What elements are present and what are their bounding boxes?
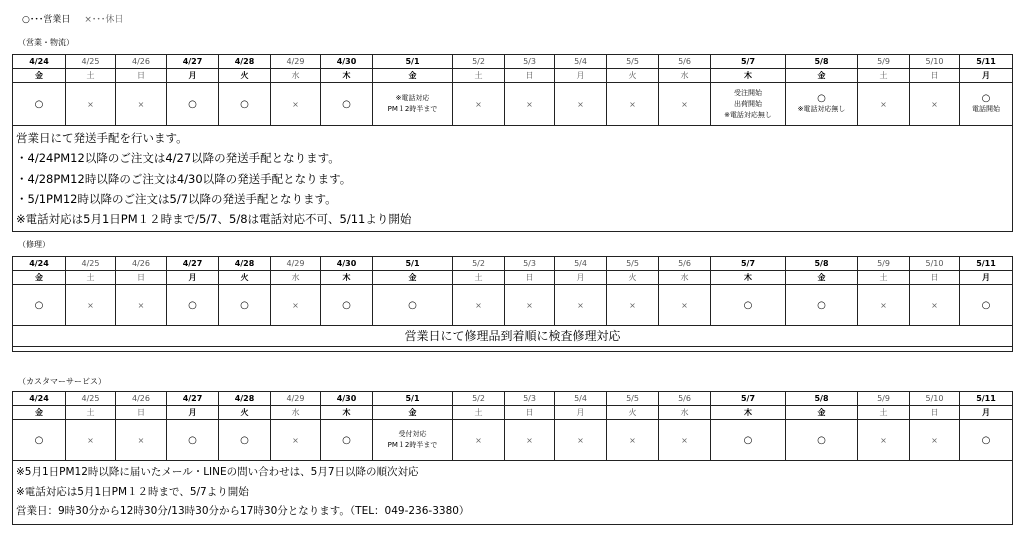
weekday-cell: 土 bbox=[453, 69, 505, 83]
date-cell: 5/9 bbox=[858, 257, 910, 271]
date-cell: 5/10 bbox=[910, 392, 960, 406]
open-mark: ○ bbox=[167, 420, 219, 461]
date-cell: 5/11 bbox=[960, 392, 1013, 406]
weekday-cell: 火 bbox=[607, 69, 659, 83]
closed-mark: × bbox=[910, 83, 960, 126]
date-cell: 5/6 bbox=[659, 257, 711, 271]
weekday-cell: 月 bbox=[167, 271, 219, 285]
weekday-cell: 木 bbox=[711, 69, 786, 83]
date-row bbox=[13, 257, 1013, 271]
weekday-cell: 日 bbox=[116, 406, 167, 420]
status-row bbox=[13, 83, 1013, 126]
date-cell: 5/1 bbox=[373, 392, 453, 406]
weekday-cell: 木 bbox=[321, 271, 373, 285]
weekday-cell: 水 bbox=[271, 406, 321, 420]
weekday-cell: 土 bbox=[453, 271, 505, 285]
weekday-cell: 水 bbox=[659, 69, 711, 83]
weekday-cell: 金 bbox=[786, 406, 858, 420]
date-cell: 4/25 bbox=[66, 257, 116, 271]
open-mark: ○ bbox=[321, 420, 373, 461]
weekday-cell: 木 bbox=[321, 69, 373, 83]
note-line: ・5/1PM12時以降のご注文は5/7以降の発送手配となります。 bbox=[16, 191, 337, 206]
status-note-line: 出荷開始 bbox=[734, 99, 762, 108]
date-cell: 4/29 bbox=[271, 392, 321, 406]
weekday-cell: 金 bbox=[786, 271, 858, 285]
date-cell: 4/30 bbox=[321, 257, 373, 271]
status-note-line: PM１2時半まで bbox=[387, 105, 438, 113]
date-cell: 4/29 bbox=[271, 257, 321, 271]
date-cell: 4/27 bbox=[167, 55, 219, 69]
weekday-cell: 火 bbox=[219, 271, 271, 285]
status-note-line: ※電話対応無し bbox=[724, 110, 772, 119]
date-cell: 5/2 bbox=[453, 392, 505, 406]
notes-cell bbox=[13, 326, 1013, 347]
weekday-cell: 火 bbox=[219, 406, 271, 420]
weekday-cell: 月 bbox=[555, 271, 607, 285]
closed-mark: × bbox=[453, 83, 505, 126]
open-mark: ○ bbox=[786, 420, 858, 461]
status-row bbox=[13, 285, 1013, 326]
closed-mark: × bbox=[555, 83, 607, 126]
weekday-cell: 木 bbox=[711, 271, 786, 285]
note-line: 営業日にて発送手配を行います。 bbox=[16, 131, 188, 145]
date-row bbox=[13, 55, 1013, 69]
date-cell: 5/3 bbox=[505, 392, 555, 406]
date-cell: 5/11 bbox=[960, 55, 1013, 69]
weekday-cell: 土 bbox=[66, 69, 116, 83]
date-cell: 5/10 bbox=[910, 257, 960, 271]
closed-mark: × bbox=[659, 285, 711, 326]
status-note-line: ※電話対応無し bbox=[797, 105, 846, 113]
weekday-cell: 土 bbox=[66, 406, 116, 420]
weekday-cell: 月 bbox=[167, 69, 219, 83]
customer-service-schedule-table bbox=[12, 391, 1013, 525]
open-mark: ○ bbox=[711, 285, 786, 326]
notes-row bbox=[13, 326, 1013, 347]
date-cell: 5/8 bbox=[786, 392, 858, 406]
date-cell: 4/26 bbox=[116, 392, 167, 406]
open-mark: ○ bbox=[960, 285, 1013, 326]
date-cell: 5/2 bbox=[453, 55, 505, 69]
date-cell: 4/26 bbox=[116, 55, 167, 69]
legend-open: ○･･･営業日 bbox=[22, 15, 71, 25]
weekday-cell: 水 bbox=[659, 271, 711, 285]
notes-cell bbox=[13, 461, 1013, 525]
weekday-cell: 金 bbox=[373, 69, 453, 83]
section-label-sales: （営業・物流） bbox=[18, 38, 74, 47]
weekday-cell: 日 bbox=[505, 271, 555, 285]
closed-mark: × bbox=[858, 285, 910, 326]
date-cell: 5/6 bbox=[659, 392, 711, 406]
closed-mark: × bbox=[453, 285, 505, 326]
status-note-cell bbox=[373, 83, 453, 126]
weekday-cell: 土 bbox=[858, 406, 910, 420]
weekday-cell: 金 bbox=[373, 406, 453, 420]
closed-mark: × bbox=[505, 83, 555, 126]
open-mark: ○ bbox=[13, 83, 66, 126]
open-mark: ○ bbox=[219, 420, 271, 461]
status-note-line: ○ bbox=[817, 93, 826, 104]
open-mark: ○ bbox=[13, 420, 66, 461]
date-cell: 5/8 bbox=[786, 257, 858, 271]
closed-mark: × bbox=[659, 83, 711, 126]
weekday-cell: 月 bbox=[960, 406, 1013, 420]
weekday-row bbox=[13, 271, 1013, 285]
date-cell: 4/29 bbox=[271, 55, 321, 69]
closed-mark: × bbox=[271, 83, 321, 126]
date-cell: 5/4 bbox=[555, 257, 607, 271]
note-line: ※電話対応は5月1日PM１２時まで/5/7、5/8は電話対応不可、5/11より開始 bbox=[16, 212, 412, 227]
legend-closed: ×･･･休日 bbox=[84, 15, 124, 25]
weekday-cell: 月 bbox=[167, 406, 219, 420]
weekday-cell: 水 bbox=[271, 271, 321, 285]
weekday-cell: 金 bbox=[13, 271, 66, 285]
date-row bbox=[13, 392, 1013, 406]
spacer-cell bbox=[13, 347, 1013, 352]
weekday-cell: 月 bbox=[555, 69, 607, 83]
date-cell: 5/7 bbox=[711, 257, 786, 271]
closed-mark: × bbox=[66, 285, 116, 326]
weekday-row bbox=[13, 406, 1013, 420]
closed-mark: × bbox=[555, 420, 607, 461]
repair-schedule-table bbox=[12, 256, 1013, 352]
weekday-cell: 水 bbox=[271, 69, 321, 83]
spacer-row bbox=[13, 347, 1013, 352]
date-cell: 4/28 bbox=[219, 55, 271, 69]
date-cell: 5/7 bbox=[711, 392, 786, 406]
closed-mark: × bbox=[271, 285, 321, 326]
status-note-cell bbox=[960, 83, 1013, 126]
open-mark: ○ bbox=[13, 285, 66, 326]
closed-mark: × bbox=[659, 420, 711, 461]
closed-mark: × bbox=[607, 285, 659, 326]
closed-mark: × bbox=[910, 420, 960, 461]
legend bbox=[22, 12, 123, 25]
weekday-cell: 火 bbox=[607, 406, 659, 420]
date-cell: 5/6 bbox=[659, 55, 711, 69]
weekday-cell: 金 bbox=[13, 406, 66, 420]
date-cell: 4/28 bbox=[219, 392, 271, 406]
closed-mark: × bbox=[555, 285, 607, 326]
closed-mark: × bbox=[505, 285, 555, 326]
closed-mark: × bbox=[858, 83, 910, 126]
weekday-cell: 土 bbox=[453, 406, 505, 420]
date-cell: 5/4 bbox=[555, 392, 607, 406]
status-note-line: ※電話対応 bbox=[395, 94, 430, 102]
date-cell: 5/11 bbox=[960, 257, 1013, 271]
weekday-cell: 水 bbox=[659, 406, 711, 420]
weekday-cell: 日 bbox=[910, 406, 960, 420]
open-mark: ○ bbox=[373, 285, 453, 326]
closed-mark: × bbox=[116, 83, 167, 126]
open-mark: ○ bbox=[321, 83, 373, 126]
date-cell: 4/28 bbox=[219, 257, 271, 271]
date-cell: 5/2 bbox=[453, 257, 505, 271]
date-cell: 5/1 bbox=[373, 55, 453, 69]
section-label-repair: （修理） bbox=[18, 240, 50, 249]
date-cell: 4/27 bbox=[167, 257, 219, 271]
notes-cell bbox=[13, 126, 1013, 232]
date-cell: 4/24 bbox=[13, 392, 66, 406]
weekday-cell: 月 bbox=[555, 406, 607, 420]
date-cell: 4/24 bbox=[13, 55, 66, 69]
closed-mark: × bbox=[66, 83, 116, 126]
open-mark: ○ bbox=[960, 420, 1013, 461]
open-mark: ○ bbox=[219, 83, 271, 126]
date-cell: 4/30 bbox=[321, 55, 373, 69]
open-mark: ○ bbox=[711, 420, 786, 461]
note-line: 営業日にて修理品到着順に検査修理対応 bbox=[404, 329, 621, 343]
date-cell: 4/24 bbox=[13, 257, 66, 271]
sales-schedule-table bbox=[12, 54, 1013, 232]
date-cell: 5/4 bbox=[555, 55, 607, 69]
closed-mark: × bbox=[271, 420, 321, 461]
status-note-line: 受注開始 bbox=[734, 88, 762, 97]
weekday-cell: 日 bbox=[505, 406, 555, 420]
closed-mark: × bbox=[453, 420, 505, 461]
weekday-cell: 日 bbox=[505, 69, 555, 83]
weekday-cell: 火 bbox=[607, 271, 659, 285]
date-cell: 5/9 bbox=[858, 55, 910, 69]
open-mark: ○ bbox=[167, 285, 219, 326]
note-line: ・4/24PM12以降のご注文は4/27以降の発送手配となります。 bbox=[16, 151, 340, 166]
note-line: 営業日：9時30分から12時30分/13時30分から17時30分となります。（TEL：049-236-3380） bbox=[16, 505, 470, 517]
weekday-cell: 金 bbox=[13, 69, 66, 83]
note-line: ※5月1日PM12時以降に届いたメール・LINEの問い合わせは、5月7日以降の順次対応 bbox=[16, 466, 419, 478]
weekday-cell: 木 bbox=[711, 406, 786, 420]
notes-row bbox=[13, 126, 1013, 232]
closed-mark: × bbox=[116, 285, 167, 326]
status-note-line: 受付対応 bbox=[398, 430, 427, 438]
date-cell: 5/10 bbox=[910, 55, 960, 69]
weekday-cell: 土 bbox=[858, 69, 910, 83]
closed-mark: × bbox=[910, 285, 960, 326]
weekday-cell: 月 bbox=[960, 69, 1013, 83]
date-cell: 5/5 bbox=[607, 392, 659, 406]
date-cell: 4/26 bbox=[116, 257, 167, 271]
date-cell: 4/25 bbox=[66, 55, 116, 69]
date-cell: 5/9 bbox=[858, 392, 910, 406]
date-cell: 5/5 bbox=[607, 55, 659, 69]
date-cell: 5/5 bbox=[607, 257, 659, 271]
status-note-cell bbox=[711, 83, 786, 126]
notes-row bbox=[13, 461, 1013, 525]
status-note-line: PM１2時半まで bbox=[387, 441, 438, 449]
closed-mark: × bbox=[505, 420, 555, 461]
open-mark: ○ bbox=[167, 83, 219, 126]
weekday-cell: 火 bbox=[219, 69, 271, 83]
section-label-customer-service: （カスタマーサービス） bbox=[18, 377, 106, 386]
weekday-cell: 日 bbox=[116, 271, 167, 285]
open-mark: ○ bbox=[321, 285, 373, 326]
weekday-cell: 日 bbox=[116, 69, 167, 83]
weekday-cell: 金 bbox=[786, 69, 858, 83]
date-cell: 4/25 bbox=[66, 392, 116, 406]
weekday-cell: 金 bbox=[373, 271, 453, 285]
date-cell: 5/3 bbox=[505, 257, 555, 271]
weekday-cell: 木 bbox=[321, 406, 373, 420]
closed-mark: × bbox=[858, 420, 910, 461]
open-mark: ○ bbox=[219, 285, 271, 326]
weekday-cell: 月 bbox=[960, 271, 1013, 285]
date-cell: 4/27 bbox=[167, 392, 219, 406]
weekday-row bbox=[13, 69, 1013, 83]
open-mark: ○ bbox=[786, 285, 858, 326]
note-line: ・4/28PM12時以降のご注文は4/30以降の発送手配となります。 bbox=[16, 171, 352, 186]
closed-mark: × bbox=[116, 420, 167, 461]
date-cell: 5/8 bbox=[786, 55, 858, 69]
weekday-cell: 土 bbox=[858, 271, 910, 285]
closed-mark: × bbox=[66, 420, 116, 461]
date-cell: 5/7 bbox=[711, 55, 786, 69]
status-note-line: ○ bbox=[981, 93, 991, 104]
weekday-cell: 日 bbox=[910, 271, 960, 285]
date-cell: 4/30 bbox=[321, 392, 373, 406]
weekday-cell: 土 bbox=[66, 271, 116, 285]
closed-mark: × bbox=[607, 83, 659, 126]
status-note-cell bbox=[373, 420, 453, 461]
date-cell: 5/1 bbox=[373, 257, 453, 271]
closed-mark: × bbox=[607, 420, 659, 461]
weekday-cell: 日 bbox=[910, 69, 960, 83]
note-line: ※電話対応は5月1日PM１２時まで、5/7より開始 bbox=[16, 485, 249, 498]
date-cell: 5/3 bbox=[505, 55, 555, 69]
status-note-line: 電話開始 bbox=[972, 105, 1000, 113]
status-row bbox=[13, 420, 1013, 461]
status-note-cell bbox=[786, 83, 858, 126]
